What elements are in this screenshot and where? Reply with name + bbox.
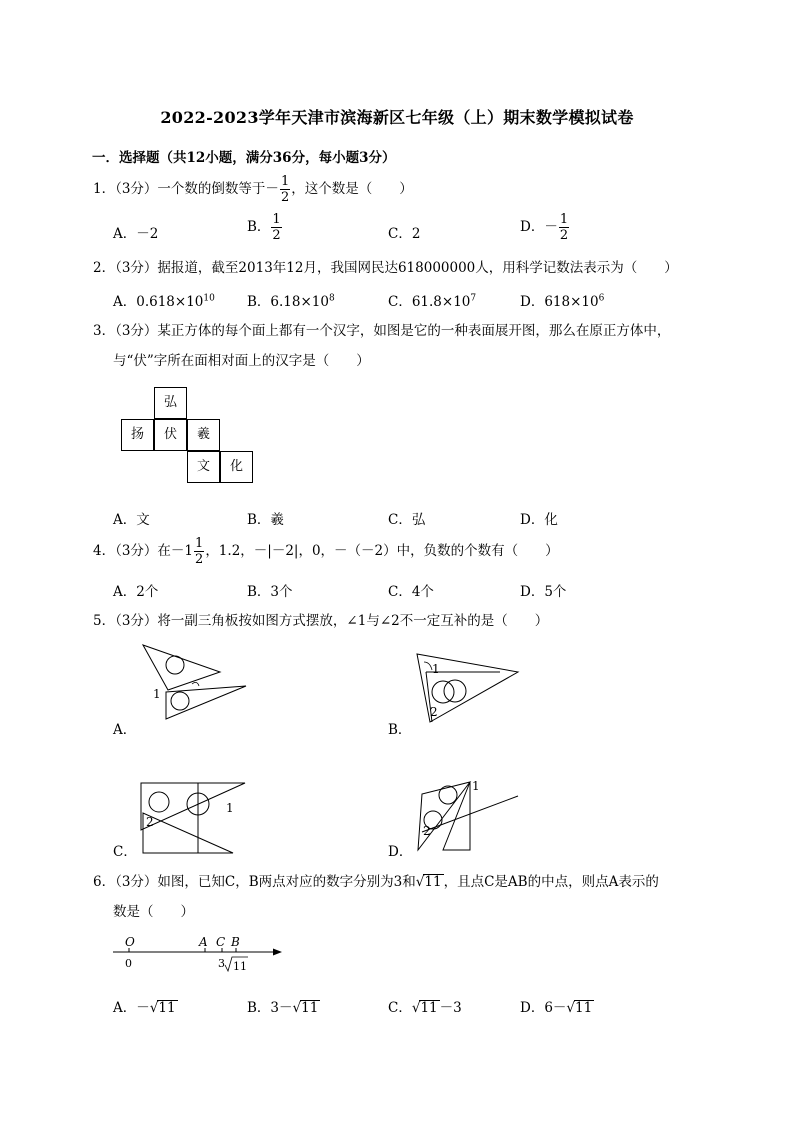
svg-text:O: O [125,935,135,949]
svg-text:1: 1 [432,662,440,676]
svg-text:11: 11 [233,960,247,973]
q4-option-a[interactable]: A．2个 [113,584,159,600]
svg-text:B: B [231,935,240,949]
svg-text:1: 1 [226,801,234,815]
q1-option-d[interactable]: D．－ $\frac{1}{2}$ [520,212,569,243]
net-cell: 扬 [121,419,154,451]
q6-option-b[interactable]: B．3－√11 [247,1000,319,1016]
number-line [110,930,285,975]
q1-option-c[interactable]: C．2 [388,226,421,242]
question-6-line-2: 数是（ ） [113,904,194,920]
svg-text:0: 0 [125,957,132,970]
svg-text:3: 3 [218,957,225,970]
q5-figure-d [415,778,525,858]
page-title: 2022-2023学年天津市滨海新区七年级（上）期末数学模拟试卷 [160,108,634,127]
q6-option-a[interactable]: A．－√11 [113,1000,176,1016]
svg-text:1: 1 [153,687,161,701]
q5-figure-b [410,650,525,730]
question-3-line-2: 与“伏”字所在面相对面上的汉字是（ ） [113,353,370,369]
net-cell: 化 [220,451,253,483]
q2-option-d[interactable]: D．$618\times 10^6$ [520,293,605,310]
q3-option-c[interactable]: C．弘 [388,512,426,528]
q1-option-a[interactable]: A．－2 [113,226,159,242]
net-cell: 羲 [187,419,220,451]
q3-option-a[interactable]: A．文 [113,512,150,528]
q4-option-c[interactable]: C．4个 [388,584,434,600]
q2-option-c[interactable]: C．$61.8\times 10^7$ [388,293,477,310]
q5-option-c[interactable]: C． [113,844,137,860]
net-cell: 弘 [154,387,187,419]
question-5-stem: 5．（3分）将一副三角板按如图方式摆放，∠1与∠2不一定互补的是（ ） [93,613,549,629]
q4-option-d[interactable]: D．5个 [520,584,567,600]
svg-text:2: 2 [146,815,154,829]
svg-text:A: A [199,935,208,949]
q5-option-b[interactable]: B． [388,722,412,738]
q4-option-b[interactable]: B．3个 [247,584,293,600]
q2-option-a[interactable]: A．$0.618\times 10^{10}$ [113,293,215,310]
q5-figure-c [138,778,250,858]
question-2-stem: 2．（3分）据报道，截至2013年12月，我国网民达618000000人，用科学记数法表示为（ ） [93,260,678,276]
q5-figure-a [140,640,250,720]
q5-option-a[interactable]: A． [113,722,137,738]
q2-option-b[interactable]: B．$6.18\times 10^8$ [247,293,335,310]
q6-option-c[interactable]: C．√11 －3 [388,1000,462,1016]
q3-option-d[interactable]: D．化 [520,512,558,528]
fraction: $\frac{1}{2}$ [280,174,290,205]
net-cell: 文 [187,451,220,483]
question-3-line-1: 3．（3分）某正方体的每个面上都有一个汉字，如图是它的一种表面展开图，那么在原正方体中， [93,323,671,339]
svg-text:C: C [216,935,226,949]
section-heading: 一．选择题（共12小题，满分36分，每小题3分） [92,150,396,166]
question-4-stem: 4．（3分）在－1 $\frac{1}{2}$ ，1.2，－|－2|，0，－（－2）中，负数的个数有（ ） [93,536,559,567]
question-1-stem: 1．（3分）一个数的倒数等于－ $\frac{1}{2}$ ，这个数是（ ） [93,174,413,205]
q3-option-b[interactable]: B．羲 [247,512,284,528]
svg-text:2: 2 [430,705,438,719]
svg-text:1: 1 [472,779,480,793]
q1-option-b[interactable]: B． $\frac{1}{2}$ [247,212,281,243]
net-cell: 伏 [154,419,187,451]
question-6-line-1: 6．（3分）如图，已知C，B两点对应的数字分别为3和√11 ，且点C是AB的中点，则点A表示的 [93,874,659,890]
svg-text:2: 2 [423,824,431,838]
q5-option-d[interactable]: D． [388,844,413,860]
q6-option-d[interactable]: D．6－√11 [520,1000,593,1016]
